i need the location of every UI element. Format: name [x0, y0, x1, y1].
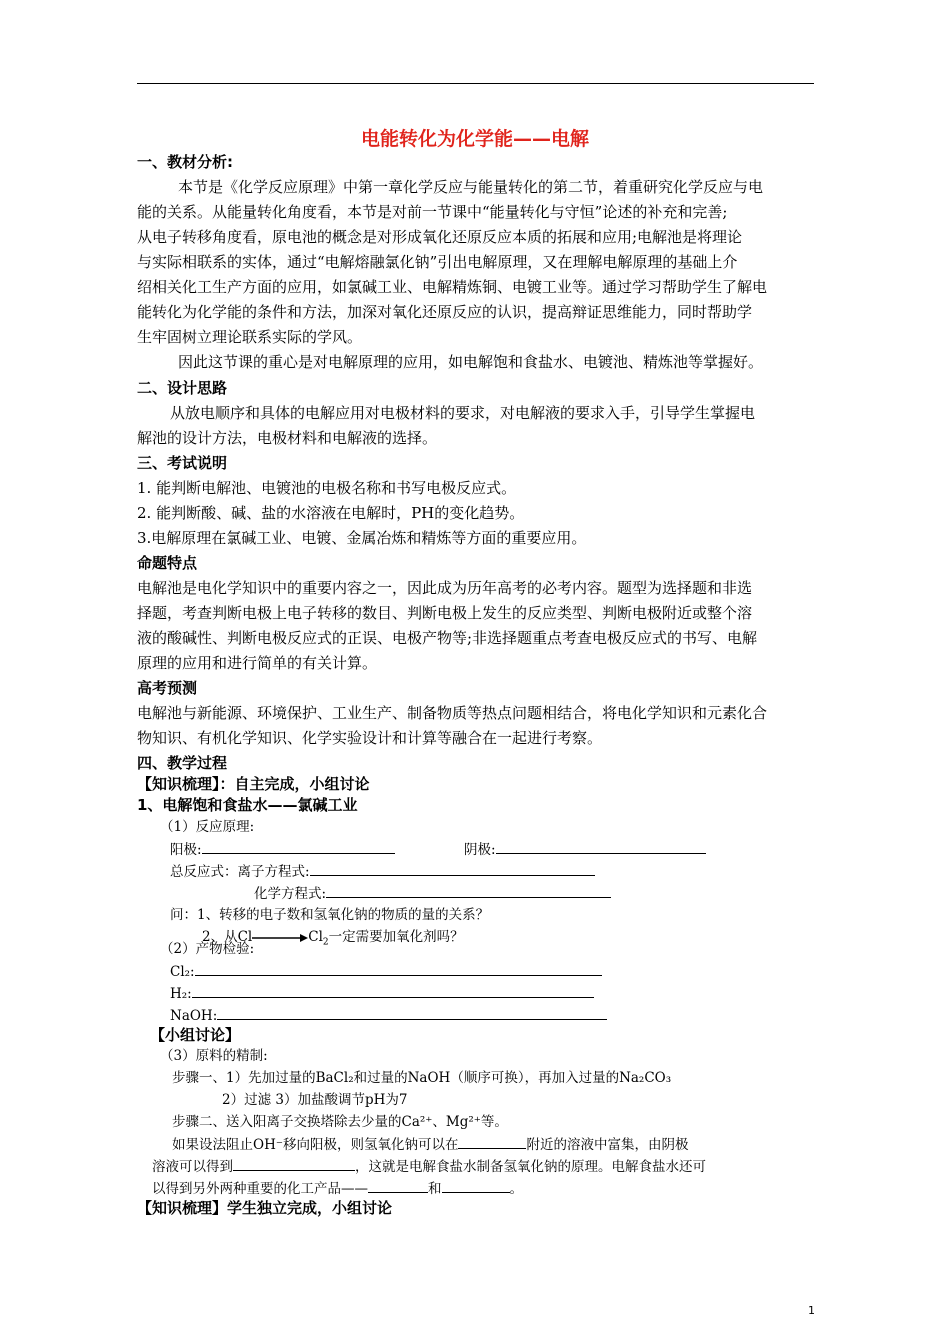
header-rule: [137, 83, 814, 84]
paragraph-line: 择题，考查判断电极上电子转移的数目、判断电极上发生的反应类型、判断电极附近或整个溶: [137, 604, 753, 622]
fill-text: 以得到另外两种重要的化工产品——: [152, 1181, 368, 1197]
question-2-part-a: 2、从Cl: [202, 929, 253, 945]
total-reaction-label: 总反应式：离子方程式:: [170, 864, 310, 880]
document-title: 电能转化为化学能——电解: [360, 128, 589, 150]
paragraph-line: 电解池与新能源、环境保护、工业生产、制备物质等热点问题相结合，将电化学知识和元素化合: [137, 704, 768, 722]
question-2: 2、从Cl $Cl_2$一定需要加氧化剂吗？: [202, 929, 464, 948]
chemical-equation-blank: [326, 884, 611, 898]
list-item: 3.电解原理在氯碱工业、电镀、金属冶炼和精炼等方面的重要应用。: [137, 529, 587, 547]
fill-text: 附近的溶液中富集，由阴极: [526, 1137, 689, 1153]
paragraph-line: 从电子转移角度看，原电池的概念是对形成氧化还原反应本质的拓展和应用;电解池是将理论: [137, 228, 743, 246]
step-2-line: 步骤二、送入阳离子交换塔除去少量的Ca²⁺、Mg²⁺等。: [172, 1114, 508, 1130]
paragraph-line: 生牢固树立理论联系实际的学风。: [137, 328, 363, 346]
knowledge-review-label: 【知识梳理】学生独立完成，小组讨论: [137, 1199, 393, 1217]
step-1-substeps: 2）过滤 3）加盐酸调节pH为7: [222, 1092, 408, 1108]
knowledge-review-label: 【知识梳理】：自主完成，小组讨论: [137, 775, 370, 793]
subheading-forecast: 高考预测: [137, 679, 198, 697]
paragraph-line: 解池的设计方法，电极材料和电解液的选择。: [137, 429, 438, 447]
chemical-equation-label: 化学方程式:: [254, 886, 327, 902]
paragraph-line: 从放电顺序和具体的电解应用对电极材料的要求，对电解液的要求入手，引导学生掌握电: [170, 404, 756, 422]
chemical-equation-line: [254, 884, 611, 903]
fill-text: ，这就是电解食盐水制备氢氧化钠的原理。电解食盐水还可: [355, 1159, 706, 1175]
naoh-blank: [217, 1006, 607, 1020]
arrow-right-icon: [252, 933, 308, 943]
fill-text: 溶液可以得到: [152, 1159, 233, 1175]
anode-label: 阳极:: [170, 842, 202, 858]
fill-blank: [368, 1179, 428, 1193]
paragraph-line: 绍相关化工生产方面的应用，如氯碱工业、电解精炼铜、电镀工业等。通过学习帮助学生了解电: [137, 278, 768, 296]
paragraph-line: 物知识、有机化学知识、化学实验设计和计算等融合在一起进行考察。: [137, 729, 603, 747]
list-item: 1. 能判断电解池、电镀池的电极名称和书写电极反应式。: [137, 479, 517, 497]
paragraph-line: 电解池是电化学知识中的重要内容之一，因此成为历年高考的必考内容。题型为选择题和非选: [137, 579, 753, 597]
paragraph-line: 能的关系。从能量转化角度看，本节是对前一节课中“能量转化与守恒”论述的补充和完善;: [137, 203, 728, 221]
question-2-part-c: 一定需要加氧化剂吗？: [328, 929, 464, 945]
subsection-label: （2）产物检验:: [160, 941, 255, 957]
h2-label: H₂:: [170, 986, 192, 1002]
subsection-label: （1）反应原理:: [160, 819, 255, 835]
cathode-label: 阴极:: [464, 842, 496, 858]
cathode-line: [464, 840, 706, 859]
section-heading-4: 四、教学过程: [137, 754, 228, 772]
ionic-equation-blank: [310, 862, 595, 876]
cl2-label: Cl₂:: [170, 964, 195, 980]
anode-blank: [202, 840, 395, 854]
total-reaction-line: [170, 862, 595, 881]
anode-line: [170, 840, 395, 859]
cathode-blank: [496, 840, 706, 854]
subsection-label: （3）原料的精制:: [160, 1048, 268, 1064]
paragraph-line: [172, 1135, 688, 1154]
group-discussion-label: 【小组讨论】: [150, 1026, 241, 1044]
topic-heading: 1、电解饱和食盐水——氯碱工业: [137, 796, 358, 814]
naoh-label: NaOH:: [170, 1008, 218, 1024]
h2-test-line: [170, 984, 594, 1003]
naoh-test-line: [170, 1006, 607, 1025]
fill-blank: [458, 1135, 526, 1149]
cl2-blank: [195, 962, 602, 976]
paragraph-line: 因此这节课的重心是对电解原理的应用，如电解饱和食盐水、电镀池、精炼池等掌握好。: [178, 353, 764, 371]
paragraph-line: 原理的应用和进行简单的有关计算。: [137, 654, 378, 672]
fill-text: 如果设法阻止OH⁻移向阳极，则氢氧化钠可以在: [172, 1137, 459, 1153]
paragraph-line: [152, 1157, 706, 1176]
section-heading-3: 三、考试说明: [137, 454, 228, 472]
paragraph-line: 能转化为化学能的条件和方法，加深对氧化还原反应的认识，提高辩证思维能力，同时帮助学: [137, 303, 753, 321]
paragraph-line: 本节是《化学反应原理》中第一章化学反应与能量转化的第二节，着重研究化学反应与电: [178, 178, 764, 196]
paragraph-line: 液的酸碱性、判断电极反应式的正误、电极产物等;非选择题重点考查电极反应式的书写、电解: [137, 629, 758, 647]
step-1-line: 步骤一、1）先加过量的BaCl₂和过量的NaOH（顺序可换），再加入过量的Na₂CO₃: [172, 1070, 672, 1086]
paragraph-line: 与实际相联系的实体，通过“电解熔融氯化钠”引出电解原理，又在理解电解原理的基础上介: [137, 253, 738, 271]
fill-text: 和: [428, 1181, 442, 1197]
list-item: 2. 能判断酸、碱、盐的水溶液在电解时，PH的变化趋势。: [137, 504, 525, 522]
fill-blank: [233, 1157, 355, 1171]
question-2-part-b: Cl: [308, 929, 323, 945]
h2-blank: [192, 984, 594, 998]
paragraph-line: [152, 1179, 523, 1198]
section-heading-1: 一、教材分析:: [137, 153, 233, 171]
cl2-test-line: [170, 962, 602, 981]
subheading-feature: 命题特点: [137, 554, 198, 572]
section-heading-2: 二、设计思路: [137, 379, 228, 397]
fill-text: 。: [509, 1181, 523, 1197]
question-1: 问：1、转移的电子数和氢氧化钠的物质的量的关系？: [170, 907, 490, 923]
fill-blank: [442, 1179, 510, 1193]
page-number: 1: [808, 1304, 815, 1317]
